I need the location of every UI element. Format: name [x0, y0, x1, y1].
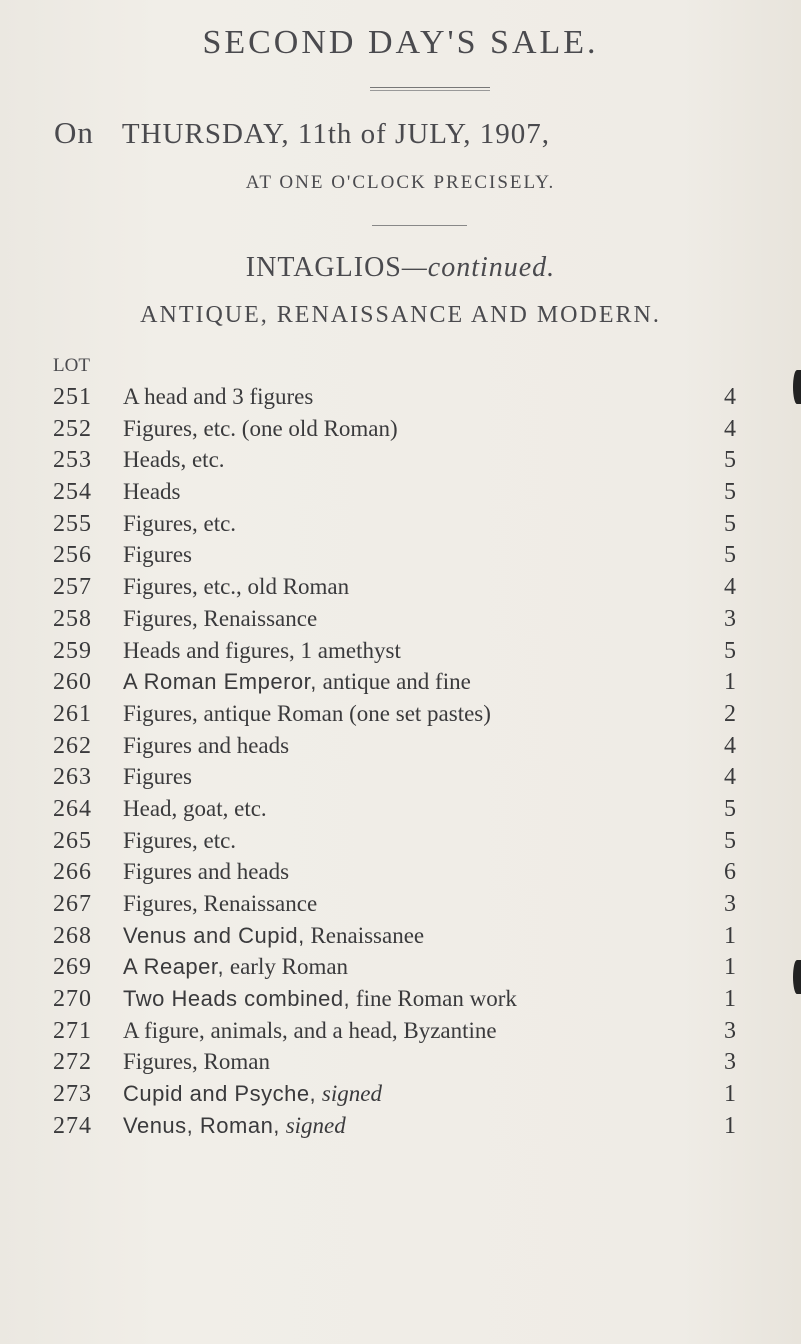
lot-description-lead: Venus and Cupid, — [123, 922, 305, 948]
lot-quantity: 4 — [724, 764, 736, 791]
lot-description: A figure, animals, and a head, Byzantine — [123, 1017, 497, 1043]
lot-quantity: 5 — [724, 827, 736, 854]
lot-number: 273 — [53, 1081, 92, 1108]
lot-quantity: 4 — [724, 384, 736, 410]
lot-description: Heads and figures, 1 amethyst — [123, 637, 401, 663]
lot-quantity: 3 — [724, 1017, 736, 1044]
lot-description — [123, 1081, 382, 1107]
lot-description: Figures — [123, 542, 192, 568]
lot-description: Figures, Roman — [123, 1049, 270, 1075]
lot-number: 266 — [53, 859, 92, 886]
sale-time: AT ONE O'CLOCK PRECISELY. — [245, 172, 556, 193]
lot-row — [0, 384, 801, 416]
lot-quantity: 5 — [724, 542, 736, 569]
lot-quantity: 5 — [724, 447, 736, 474]
lot-number: 254 — [53, 479, 92, 506]
lot-row — [0, 796, 801, 828]
lot-number: 256 — [53, 542, 92, 569]
lot-row — [0, 1081, 801, 1113]
lot-description: Figures, etc. — [123, 510, 237, 536]
lot-description: Figures and heads — [123, 732, 290, 758]
page-edge-mark — [793, 370, 801, 404]
lot-row — [0, 923, 801, 955]
lot-description-lead: Venus, Roman, — [123, 1112, 280, 1138]
lot-row — [0, 859, 801, 891]
lot-quantity: 3 — [724, 891, 736, 917]
lot-row — [0, 479, 801, 511]
lot-description — [123, 923, 424, 949]
lot-quantity: 1 — [724, 954, 736, 981]
lot-quantity: 3 — [724, 605, 736, 632]
lot-row — [0, 416, 801, 448]
lot-row — [0, 606, 801, 638]
lot-number: 264 — [53, 795, 92, 822]
lot-description — [123, 986, 517, 1012]
lot-description: Heads — [123, 479, 181, 505]
lot-description-lead: A Reaper, — [123, 954, 225, 980]
lot-description-lead: Cupid and Psyche, — [123, 1081, 317, 1107]
lot-list — [0, 384, 801, 1145]
lot-row — [0, 1049, 801, 1081]
lot-row — [0, 733, 801, 765]
lot-description: Figures, etc., old Roman — [123, 574, 350, 600]
lot-description-lead: A Roman Emperor, — [123, 669, 317, 695]
lot-row — [0, 447, 801, 479]
lot-description-tail: Renaissanee — [304, 922, 425, 948]
section-continued: —continued. — [401, 252, 556, 283]
lot-quantity: 2 — [724, 700, 736, 727]
lot-quantity: 1 — [724, 922, 736, 949]
lot-description-tail: antique and fine — [316, 669, 471, 695]
lot-row — [0, 1018, 801, 1050]
lot-quantity: 1 — [724, 986, 736, 1013]
lot-number: 258 — [53, 605, 92, 632]
lot-quantity: 3 — [724, 1049, 736, 1076]
lot-description-tail: early Roman — [224, 954, 349, 980]
lot-description: Figures, etc. (one old Roman) — [123, 415, 398, 441]
time-divider — [372, 225, 467, 226]
lot-row — [0, 986, 801, 1018]
lot-number: 267 — [53, 891, 92, 917]
lot-column-header: LOT — [53, 355, 90, 376]
lot-number: 251 — [53, 384, 92, 410]
lot-number: 263 — [53, 764, 92, 791]
lot-description — [123, 669, 471, 695]
page-title: SECOND DAY'S SALE. — [202, 24, 599, 61]
lot-description: A head and 3 figures — [123, 384, 314, 409]
lot-description-tail: signed — [316, 1081, 382, 1107]
lot-description: Figures — [123, 764, 192, 790]
lot-row — [0, 954, 801, 986]
lot-description: Figures and heads — [123, 859, 290, 885]
lot-row — [0, 891, 801, 923]
lot-description-lead: Two Heads combined, — [123, 986, 351, 1012]
lot-number: 269 — [53, 954, 92, 981]
lot-row — [0, 828, 801, 860]
lot-number: 253 — [53, 447, 92, 474]
lot-quantity: 6 — [724, 859, 736, 886]
lot-number: 252 — [53, 415, 92, 442]
title-divider — [370, 87, 490, 91]
lot-quantity: 4 — [724, 574, 736, 601]
on-word: On — [54, 115, 94, 150]
lot-row — [0, 669, 801, 701]
lot-description: Figures, Renaissance — [123, 605, 318, 631]
lot-quantity: 1 — [724, 1112, 736, 1139]
lot-number: 271 — [53, 1017, 92, 1044]
lot-quantity: 5 — [724, 637, 736, 664]
lot-description: Heads, etc. — [123, 447, 225, 473]
lot-quantity: 5 — [724, 479, 736, 506]
lot-number: 255 — [53, 510, 92, 537]
section-subtitle: ANTIQUE, RENAISSANCE AND MODERN. — [140, 302, 661, 328]
lot-description-tail: signed — [279, 1112, 346, 1138]
sale-date-line — [54, 115, 550, 151]
lot-description-tail: fine Roman work — [350, 986, 517, 1012]
sale-date: THURSDAY, 11th of JULY, 1907, — [121, 118, 551, 150]
lot-row — [0, 574, 801, 606]
lot-description: Figures, antique Roman (one set pastes) — [123, 700, 491, 726]
lot-quantity: 1 — [724, 669, 736, 696]
page-edge-mark — [793, 960, 801, 994]
lot-row — [0, 542, 801, 574]
lot-number: 257 — [53, 574, 92, 601]
section-main: INTAGLIOS — [245, 252, 402, 283]
lot-description: Figures, Renaissance — [123, 891, 318, 916]
lot-description: Figures, etc. — [123, 827, 237, 853]
lot-number: 265 — [53, 827, 92, 854]
lot-number: 260 — [53, 669, 92, 696]
lot-row — [0, 1113, 801, 1145]
lot-number: 261 — [53, 700, 92, 727]
lot-number: 272 — [53, 1049, 92, 1076]
lot-quantity: 4 — [724, 732, 736, 759]
lot-number: 270 — [53, 986, 92, 1013]
lot-row — [0, 511, 801, 543]
lot-row — [0, 701, 801, 733]
lot-quantity: 1 — [724, 1081, 736, 1108]
lot-quantity: 5 — [724, 795, 736, 822]
lot-description — [123, 954, 348, 980]
lot-row — [0, 764, 801, 796]
lot-row — [0, 638, 801, 670]
lot-quantity: 5 — [724, 510, 736, 537]
lot-description: Head, goat, etc. — [123, 795, 267, 821]
lot-number: 259 — [53, 637, 92, 664]
lot-number: 262 — [53, 732, 92, 759]
lot-description — [123, 1113, 346, 1139]
lot-number: 268 — [53, 922, 92, 949]
lot-quantity: 4 — [724, 415, 736, 442]
section-title — [0, 252, 801, 284]
lot-number: 274 — [53, 1112, 92, 1139]
